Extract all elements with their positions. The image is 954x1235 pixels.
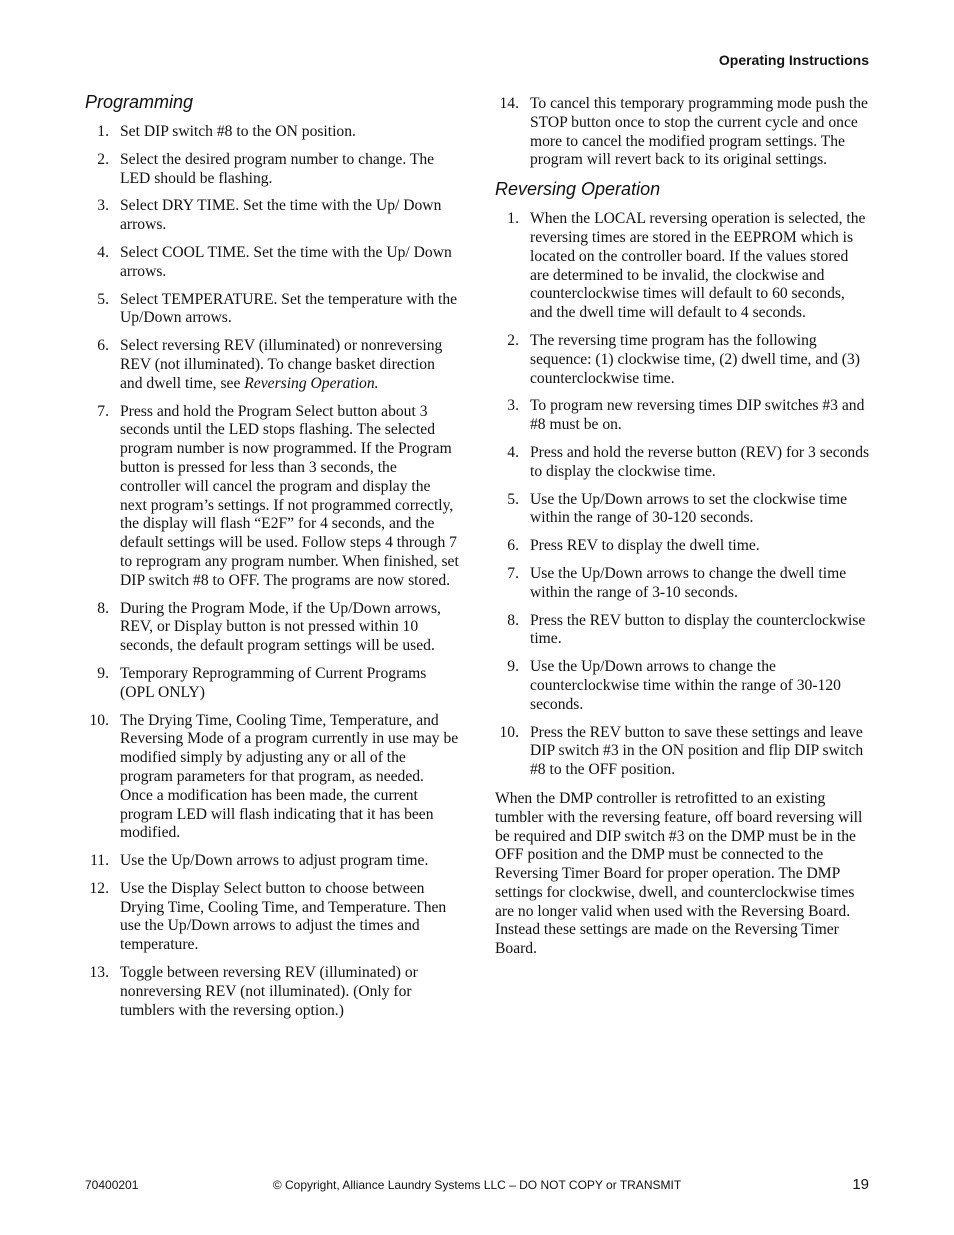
step-number: 10. [89,711,109,729]
step-number: 3. [507,397,519,415]
programming-step-6 [85,337,460,393]
doc-number: 70400201 [85,1178,139,1192]
reversing-step-3 [495,397,870,435]
step-text: To cancel this temporary programming mode push the STOP button once to stop the current cycle and once more to cancel the modified program settings. The program will revert back to its original settings. [530,95,868,169]
reversing-note: When the DMP controller is retrofitted to an existing tumbler with the reversing feature, off board reversing will be required and DIP switch #3 on the DMP must be in the OFF position and the DMP must be connected to the Reversing Timer Board for proper operation. The DMP settings for clockwise, dwell, and counterclockwise times are no longer valid when used with the Reversing Board. Instead these settings are made on the Reversing Timer Board. [495,789,863,958]
reversing-step-7 [495,565,870,603]
step-text: Press and hold the Program Select button about 3 seconds until the LED stops flashing. The selected program number is now programmed. If the Program button is pressed for less than 3 seconds, the controller will cancel the program and display the next program’s settings. If not programmed correctly, the display will flash “E2F” for 4 seconds, and the default settings will be used. Follow steps 4 through 7 to reprogram any program number. When finished, set DIP switch #8 to OFF. The programs are now stored. [120,402,459,589]
reversing-step-10 [495,724,870,780]
step-text: Select COOL TIME. Set the time with the Up/ Down arrows. [120,243,452,280]
right-column [495,95,870,959]
programming-step-9 [85,665,460,703]
step-number: 8. [507,611,519,629]
step-number: 3. [97,197,109,215]
step-text: The reversing time program has the following sequence: (1) clockwise time, (2) dwell time, and (3) counterclockwise time. [530,331,860,387]
section-header: Operating Instructions [718,52,869,68]
page-number: 19 [852,1176,869,1193]
step-number: 10. [499,723,519,741]
step-text: Select reversing REV (illuminated) or nonreversing REV (not illuminated). To change basket direction and dwell time, see [120,337,443,392]
cross-reference: Reversing Operation. [244,374,379,392]
reversing-step-2 [495,332,870,388]
step-text: Press the REV button to display the counterclockwise time. [530,611,866,648]
reversing-step-8 [495,612,870,650]
programming-step-5 [85,291,460,329]
programming-step-8 [85,600,460,656]
step-text: Press the REV button to save these settings and leave DIP switch #3 in the ON position and flip DIP switch #8 to the OFF position. [530,723,864,779]
step-text: When the LOCAL reversing operation is selected, the reversing times are stored in the EEPROM which is located on the controller board. If the values stored are determined to be invalid, the clockwise and counterclockwise times will default to 60 seconds, and the dwell time will default to 4 seconds. [530,210,866,322]
reversing-step-4 [495,444,870,482]
step-number: 4. [97,243,109,261]
programming-step-3 [85,197,460,235]
step-text: During the Program Mode, if the Up/Down arrows, REV, or Display button is not pressed within 10 seconds, the default program settings will be used. [120,599,441,655]
step-number: 6. [97,337,109,355]
step-text: Use the Display Select button to choose between Drying Time, Cooling Time, and Temperature. Then use the Up/Down arrows to adjust the times and temperature. [120,879,447,954]
reversing-step-1 [495,210,870,323]
step-number: 1. [97,123,109,140]
step-number: 4. [507,443,519,461]
step-text: Select DRY TIME. Set the time with the Up/ Down arrows. [120,197,442,234]
step-number: 2. [507,331,519,349]
step-text: Use the Up/Down arrows to change the dwell time within the range of 3-10 seconds. [530,564,847,601]
step-text: Press and hold the reverse button (REV) for 3 seconds to display the clockwise time. [530,443,870,480]
programming-step-11 [85,852,460,871]
reversing-step-5 [495,491,870,529]
step-text: Select the desired program number to change. The LED should be flashing. [120,150,435,187]
step-text: Set DIP switch #8 to the ON position. [120,123,356,140]
programming-step-10 [85,712,460,844]
step-number: 9. [507,658,519,676]
reversing-step-6 [495,537,870,556]
step-text: Toggle between reversing REV (illuminated) or nonreversing REV (not illuminated). (Only for tumblers with the reversing option.) [120,964,418,1019]
programming-steps-continued [495,95,870,170]
reversing-steps [495,210,870,780]
step-number: 1. [507,210,519,228]
step-number: 11. [90,852,109,870]
step-text: Press REV to display the dwell time. [530,537,760,555]
step-text: Use the Up/Down arrows to set the clockwise time within the range of 30-120 seconds. [530,490,847,527]
reversing-heading: Reversing Operation [495,179,661,200]
step-number: 7. [97,402,109,420]
step-text: The Drying Time, Cooling Time, Temperature, and Reversing Mode of a program currently in use may be modified simply by adjusting any or all of the program parameters for that program, as needed. Once a modification has been made, the current program LED will flash indicating that it has been modified. [120,711,459,842]
step-number: 6. [507,537,519,555]
step-text: Temporary Reprogramming of Current Programs (OPL ONLY) [120,664,427,701]
step-number: 12. [89,879,109,897]
left-column [85,92,460,1029]
step-number: 14. [499,95,519,112]
step-number: 5. [507,490,519,508]
step-number: 13. [89,964,109,982]
programming-step-1 [85,123,460,142]
programming-heading: Programming [85,92,194,112]
programming-step-7 [85,403,460,591]
step-text: Use the Up/Down arrows to change the counterclockwise time within the range of 30-120 seconds. [530,658,841,713]
programming-step-2 [85,151,460,189]
programming-step-4 [85,244,460,282]
step-number: 5. [97,290,109,308]
reversing-step-9 [495,658,870,714]
step-text: To program new reversing times DIP switches #3 and #8 must be on. [530,397,865,434]
step-number: 9. [97,664,109,682]
step-number: 2. [97,150,109,168]
programming-step-12 [85,880,460,955]
programming-steps [85,123,460,1020]
step-number: 7. [507,564,519,582]
copyright-notice: © Copyright, Alliance Laundry Systems LLC – DO NOT COPY or TRANSMIT [272,1178,682,1192]
step-number: 8. [97,599,109,617]
programming-step-14 [495,95,870,170]
step-text: Select TEMPERATURE. Set the temperature with the Up/Down arrows. [120,290,458,327]
programming-step-13 [85,964,460,1020]
step-text: Use the Up/Down arrows to adjust program time. [120,852,429,870]
